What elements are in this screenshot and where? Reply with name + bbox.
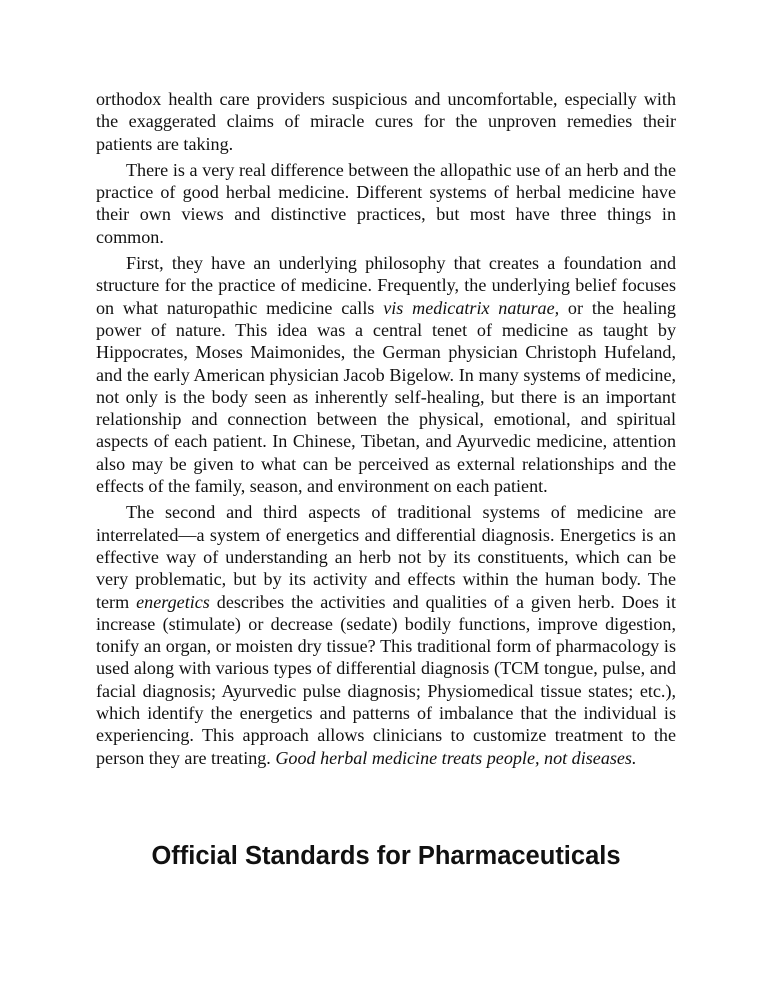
paragraph-text: There is a very real difference between the allopathic use of an herb and the practice of good herbal medicine. Different systems of herbal medicine have their own views and distinctive practices, but most have three things in common. bbox=[96, 159, 676, 247]
paragraph-text: The second and third aspects of traditional systems of medicine are interrelated—a system of energetics and differential diagnosis. Energetics is an effective way of understanding an herb not by its constituents, which can be very problematic, but by its activity and effects within the human body. The term bbox=[96, 502, 676, 612]
paragraph-text: describes the activities and qualities of a given herb. Does it increase (stimulate) or decrease (sedate) bodily functions, improve digestion, tonify an organ, or moisten dry tissue? This traditional form of pharmacology is used along with various types of differential diagnosis (TCM tongue, pulse, and facial diagnosis; Ayurvedic pulse diagnosis; Physiomedical tissue states; etc.), which identify the energetics and patterns of imbalance that the individual is experiencing. This approach allows clinicians to customize treatment to the person they are treating. bbox=[96, 591, 676, 768]
paragraph-philosophy bbox=[96, 252, 676, 497]
paragraph-text: First, they have an underlying philosophy that creates a foundation and structure for the practice of medicine. Frequently, the underlying belief focuses on what naturopathic medicine calls bbox=[96, 253, 676, 318]
paragraph-continuation bbox=[96, 88, 676, 155]
italic-term: vis medicatrix naturae, bbox=[383, 297, 560, 318]
body-text bbox=[96, 88, 676, 769]
paragraph-herb-difference bbox=[96, 159, 676, 248]
paragraph-text: orthodox health care providers suspicious and uncomfortable, especially with the exaggerated claims of miracle cures for the unproven remedies their patients are taking. bbox=[96, 89, 676, 154]
italic-term: energetics bbox=[136, 591, 210, 612]
paragraph-energetics bbox=[96, 501, 676, 769]
section-heading: Official Standards for Pharmaceuticals bbox=[151, 842, 621, 870]
paragraph-text: or the healing power of nature. This idea was a central tenet of medicine as taught by Hippocrates, Moses Maimonides, the German physician Christoph Hufeland, and the early American physician Jacob Bigelow. In many systems of medicine, not only is the body seen as inherently self-healing, but there is an important relationship and connection between the physical, emotional, and spiritual aspects of each patient. In Chinese, Tibetan, and Ayurvedic medicine, attention also may be given to what can be perceived as external relationships and the effects of the family, season, and environment on each patient. bbox=[96, 297, 676, 497]
italic-emphasis: Good herbal medicine treats people, not diseases. bbox=[275, 747, 637, 768]
